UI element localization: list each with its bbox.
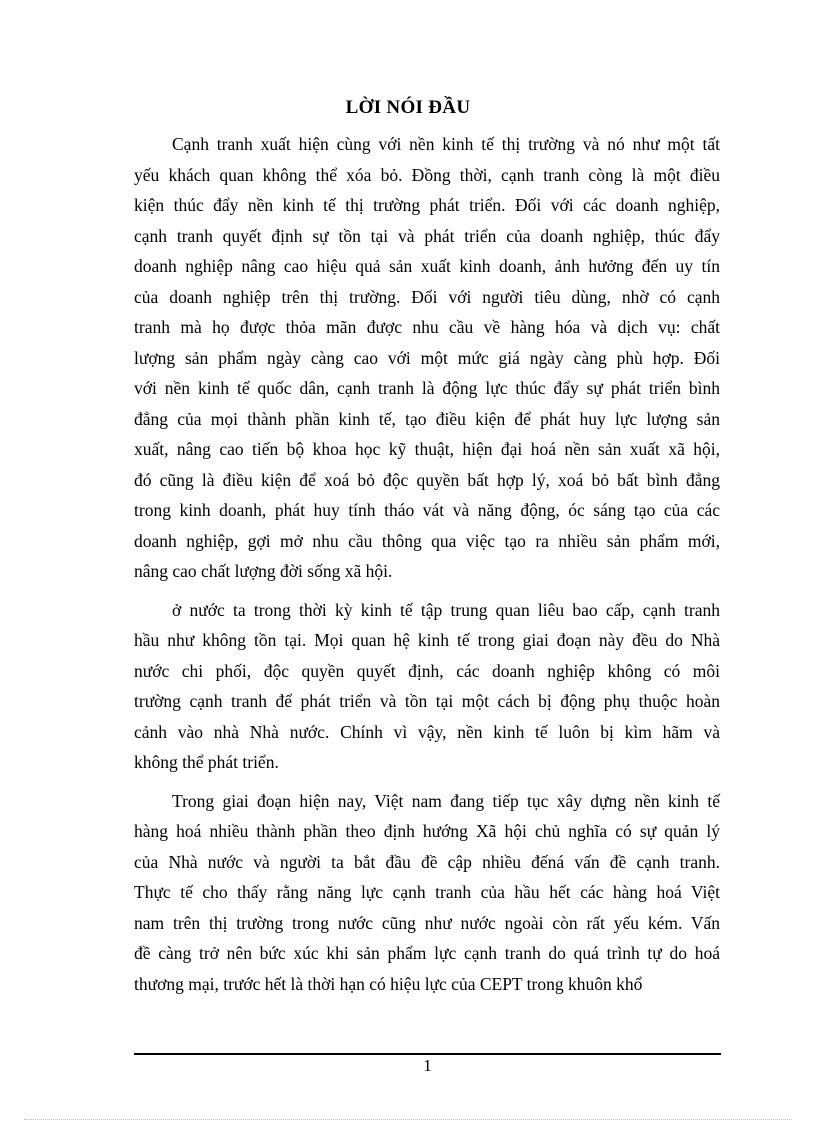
text-line: nam trên thị trường trong nước cũng như nước ngoài còn rất yếu kém. Vấn [134, 912, 720, 933]
text-line: doanh nghiệp, gợi mở nhu cầu thông qua việc tạo ra nhiều sản phẩm mới, [134, 530, 720, 551]
paragraph-2 [134, 595, 720, 778]
document-body [134, 129, 720, 1007]
text-line: đẳng của mọi thành phần kinh tế, tạo điều kiện để phát huy lực lượng sản [134, 408, 720, 429]
text-line: với nền kinh tế quốc dân, cạnh tranh là động lực thúc đẩy sự phát triển bình [134, 378, 720, 398]
text-line: của doanh nghiệp trên thị trường. Đối với người tiêu dùng, nhờ có cạnh [134, 286, 720, 307]
text-line: cạnh tranh quyết định sự tồn tại và phát triển của doanh nghiệp, thúc đẩy [134, 225, 720, 246]
text-line: đề càng trở nên bức xúc khi sản phẩm lực cạnh tranh do quá trình tự do hoá [134, 943, 720, 963]
text-line: ở nước ta trong thời kỳ kinh tế tập trung quan liêu bao cấp, cạnh tranh [172, 599, 720, 620]
text-line: xuất, nâng cao tiến bộ khoa học kỹ thuật, hiện đại hoá nền sản xuất xã hội, [134, 439, 720, 459]
text-line: Trong giai đoạn hiện nay, Việt nam đang tiếp tục xây dựng nền kinh tế [172, 790, 720, 811]
text-line: đó cũng là điều kiện để xoá bỏ độc quyền bất hợp lý, xoá bỏ bất bình đẳng [134, 469, 720, 490]
text-line: của Nhà nước và người ta bắt đầu đề cập nhiều đếná vấn đề cạnh tranh. [134, 851, 720, 872]
text-line: trường cạnh tranh để phát triển và tồn tại một cách bị động phụ thuộc hoàn [134, 691, 720, 711]
text-line: trong kinh doanh, phát huy tính tháo vát và năng động, óc sáng tạo của các [134, 500, 720, 520]
text-line: lượng sản phẩm ngày càng cao với một mức giá ngày càng phù hợp. Đối [134, 347, 720, 368]
text-line: thương mại, trước hết là thời hạn có hiệu lực của CEPT trong khuôn khổ [134, 973, 643, 994]
text-line: doanh nghiệp nâng cao hiệu quả sản xuất kinh doanh, ảnh hưởng đến uy tín [134, 256, 720, 276]
paragraph-3 [134, 786, 720, 1000]
text-line: nước chi phối, độc quyền quyết định, các doanh nghiệp không có môi [134, 660, 720, 681]
page-bottom-border [24, 1119, 792, 1120]
text-line: tranh mà họ được thỏa mãn được nhu cầu về hàng hóa và dịch vụ: chất [134, 317, 720, 337]
text-line: cảnh vào nhà Nhà nước. Chính vì vậy, nền kinh tế luôn bị kìm hãm và [134, 721, 720, 742]
text-line: Cạnh tranh xuất hiện cùng với nền kinh tế thị trường và nó như một tất [172, 134, 720, 154]
text-line: nâng cao chất lượng đời sống xã hội. [134, 561, 393, 581]
footer-divider [134, 1053, 721, 1055]
text-line: Thực tế cho thấy rằng năng lực cạnh tranh của hầu hết các hàng hoá Việt [134, 882, 720, 902]
text-line: không thể phát triển. [134, 752, 279, 772]
text-line: kiện thúc đẩy nền kinh tế thị trường phát triển. Đối với các doanh nghiệp, [134, 195, 720, 215]
text-line: hàng hoá nhiều thành phần theo định hướng Xã hội chủ nghĩa có sự quản lý [134, 821, 720, 841]
text-line: yếu khách quan không thể xóa bỏ. Đồng thời, cạnh tranh còng là một điều [134, 164, 720, 185]
page-number: 1 [423, 1056, 432, 1075]
text-line: hầu như không tồn tại. Mọi quan hệ kinh tế trong giai đoạn này đều do Nhà [134, 630, 720, 650]
page-title: LỜI NÓI ĐẦU [345, 97, 471, 118]
paragraph-1 [134, 129, 720, 587]
